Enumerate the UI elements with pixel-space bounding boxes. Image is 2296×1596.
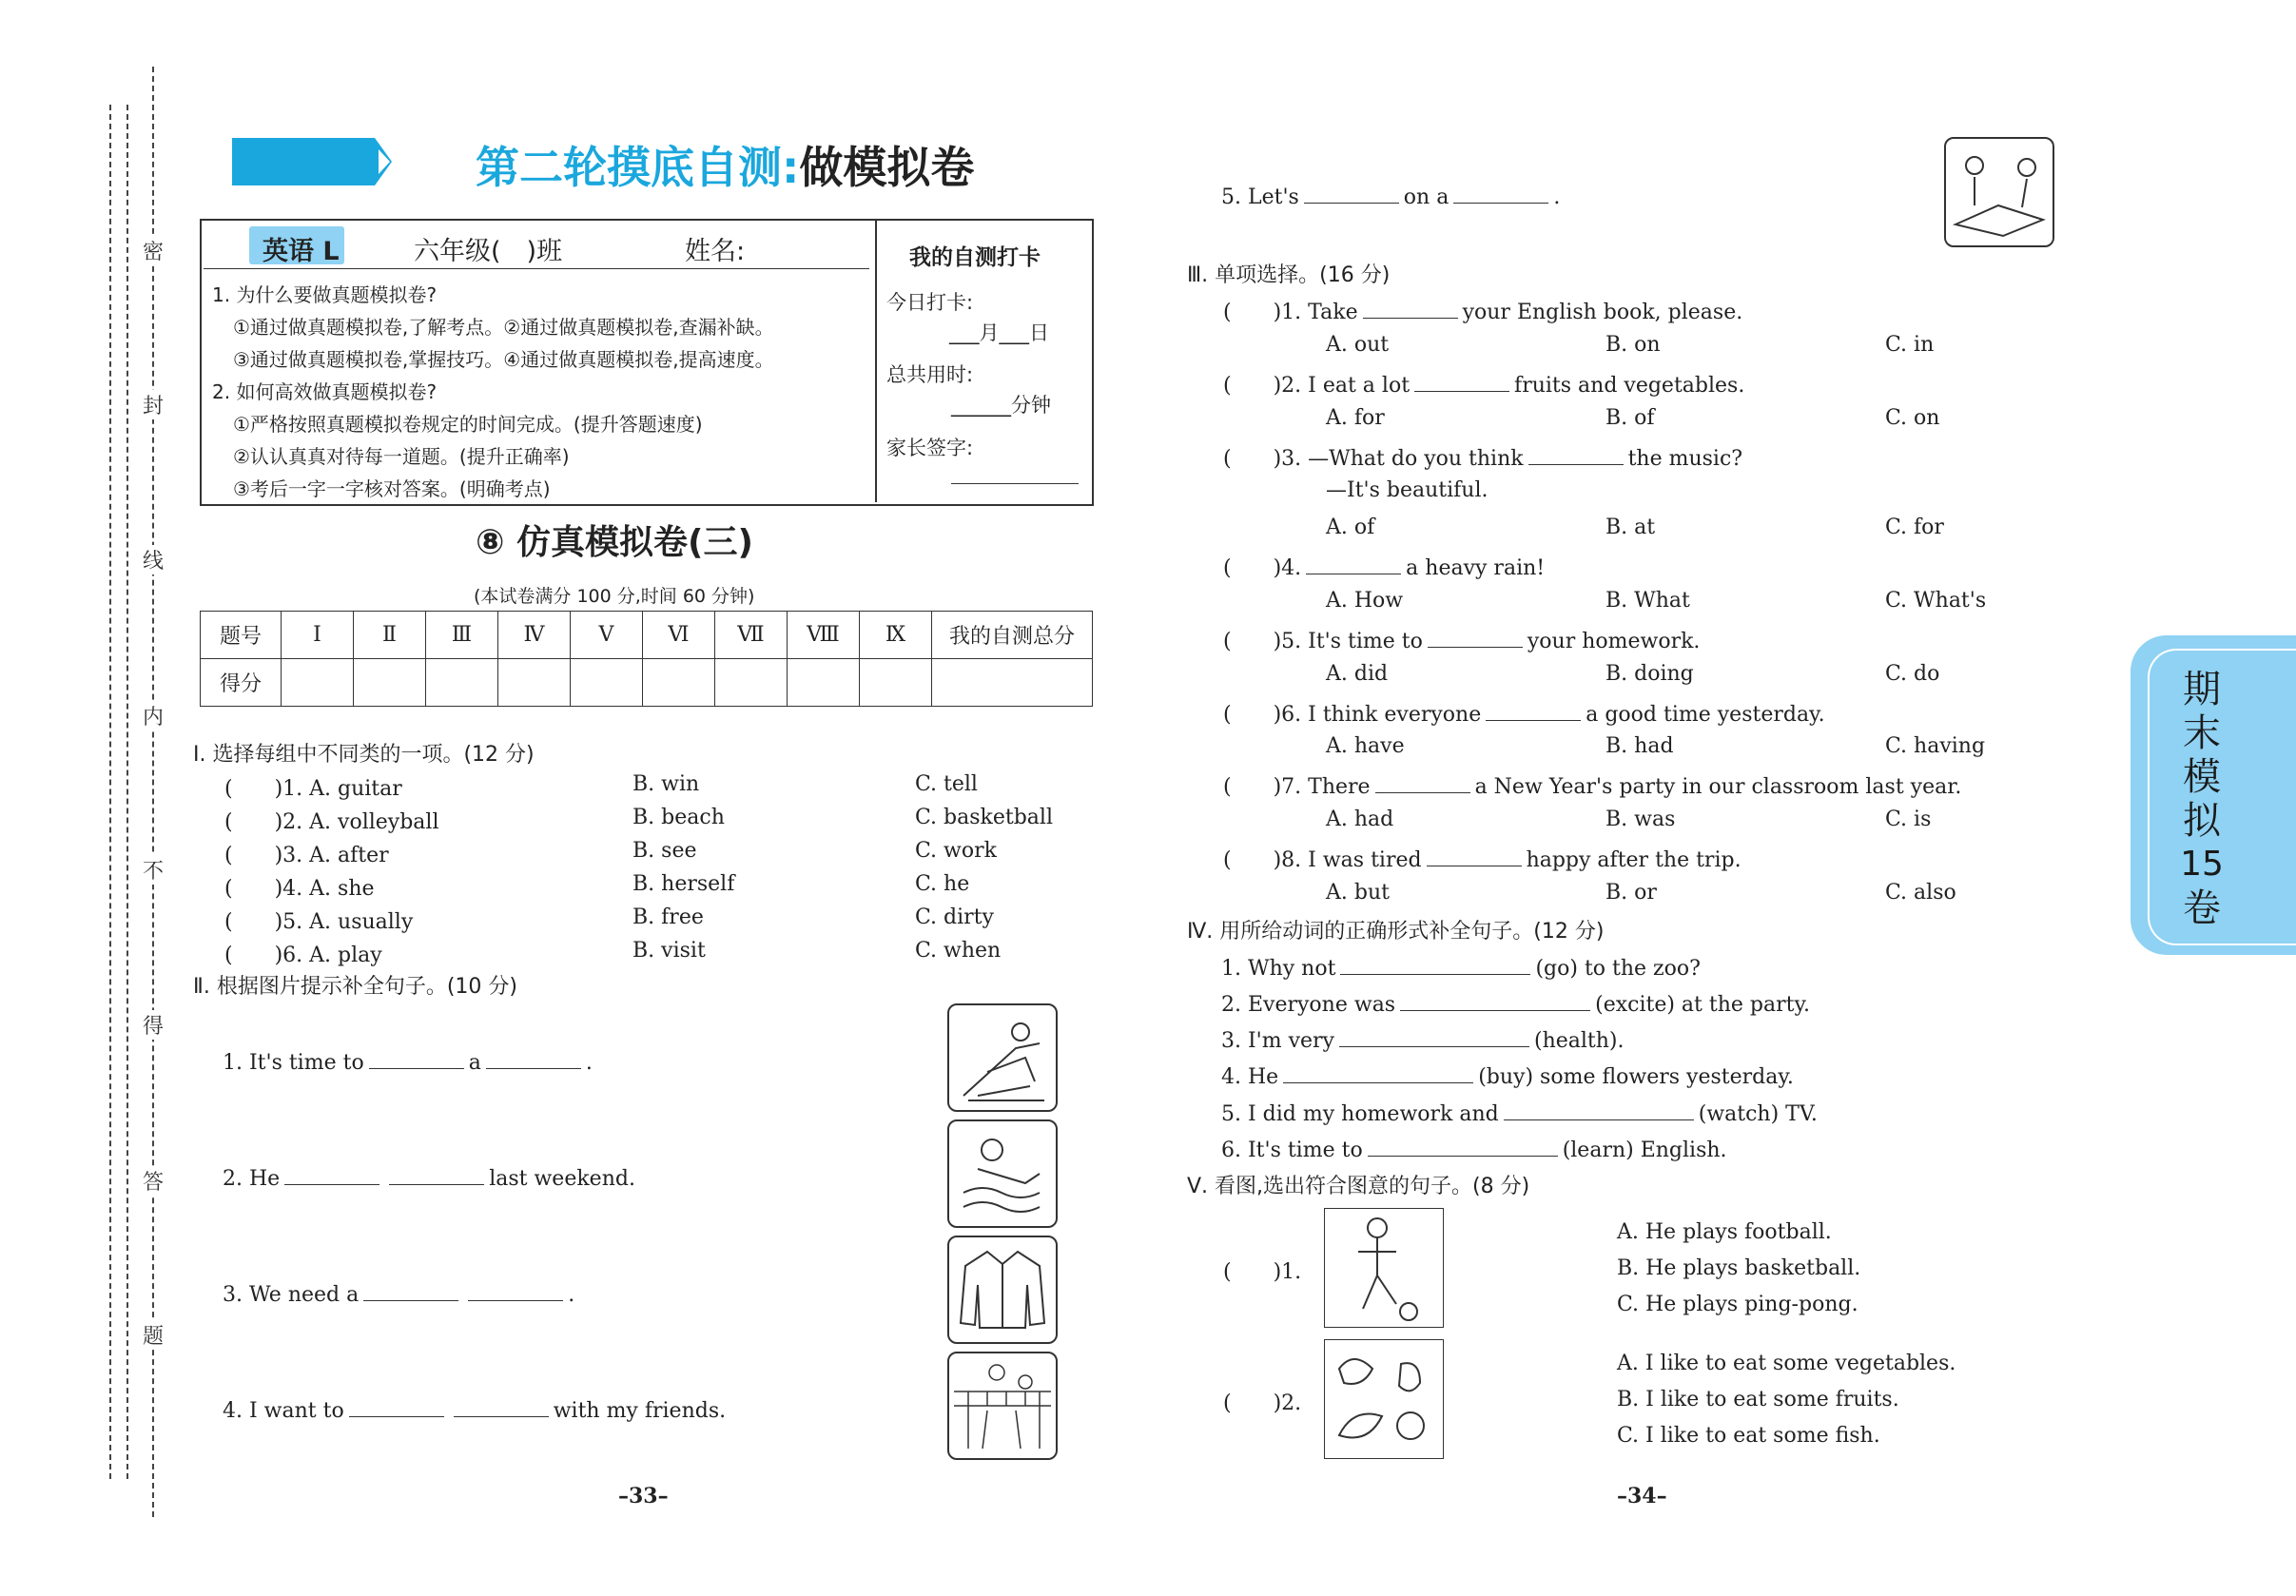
binding-char: 密 xyxy=(143,236,164,265)
sentence-text: a xyxy=(468,1051,481,1076)
question-text: ( )4. xyxy=(1223,556,1302,581)
option-a: A. He plays football. xyxy=(1617,1220,1832,1244)
sentence-text: (go) to the zoo? xyxy=(1535,957,1701,982)
side-tab-char: 卷 xyxy=(2183,886,2221,930)
score-table-row xyxy=(201,659,1093,707)
name-label: 姓名: xyxy=(685,237,746,266)
binding-char: 封 xyxy=(143,390,164,419)
section5-title: Ⅴ. 看图,选出符合图意的句子。(8 分) xyxy=(1187,1175,1530,1198)
option-b: B. of xyxy=(1605,406,1655,430)
option-c: C. dirty xyxy=(915,905,994,929)
list-item: ( )2. A. volleyball xyxy=(224,810,439,834)
option-b: B. herself xyxy=(632,872,735,896)
score-col-header: Ⅷ xyxy=(788,612,860,659)
option-c: C. tell xyxy=(915,772,978,796)
sentence-text: 5. Let's xyxy=(1221,185,1299,210)
question-row: ( )2. xyxy=(1223,1392,1302,1415)
option-c: C. What's xyxy=(1885,589,1987,613)
answer-blank[interactable] xyxy=(1368,1134,1558,1157)
answer-blank[interactable] xyxy=(1375,770,1470,793)
sentence-text: with my friends. xyxy=(553,1399,727,1424)
picture-sunbathing-icon xyxy=(947,1003,1058,1112)
binding-char: 不 xyxy=(143,855,164,885)
section1-title: Ⅰ. 选择每组中不同类的一项。(12 分) xyxy=(193,743,535,767)
sentence-2 xyxy=(223,1162,635,1191)
list-item xyxy=(1221,952,1701,981)
option-b: B. see xyxy=(632,839,697,863)
binding-line-main xyxy=(152,67,154,1517)
binding-line-inner xyxy=(126,105,128,1479)
option-b: B. free xyxy=(632,905,704,929)
picture-swimming-icon xyxy=(947,1119,1058,1228)
option-a: A. did xyxy=(1326,662,1389,686)
option-c: C. also xyxy=(1885,881,1956,905)
banner-title-black: 做模拟卷 xyxy=(799,142,975,193)
option-b: B. or xyxy=(1605,881,1657,905)
question-row xyxy=(1223,296,1742,325)
answer-blank[interactable] xyxy=(1306,552,1401,574)
question-text: happy after the trip. xyxy=(1526,848,1741,873)
score-cell[interactable] xyxy=(788,659,860,707)
answer-blank[interactable] xyxy=(1486,698,1581,721)
binding-char: 线 xyxy=(143,545,164,574)
picture-vegetables-icon xyxy=(1324,1339,1444,1459)
sentence-text: (health). xyxy=(1533,1029,1625,1054)
list-item: ( )1. A. guitar xyxy=(224,777,402,801)
option-c: C. do xyxy=(1885,662,1940,686)
side-tab-char: 拟 xyxy=(2183,799,2221,843)
option-b: B. He plays basketball. xyxy=(1617,1256,1861,1280)
page-number-right: –34– xyxy=(1617,1484,1667,1508)
sentence-text: 2. Everyone was xyxy=(1221,993,1396,1018)
option-b: B. visit xyxy=(632,939,706,963)
question-text: fruits and vegetables. xyxy=(1514,374,1745,399)
sentence-text: 3. We need a xyxy=(223,1283,360,1308)
answer-blank[interactable] xyxy=(1363,296,1458,319)
binding-char: 得 xyxy=(143,1010,164,1040)
option-a: A. for xyxy=(1326,406,1385,430)
picture-football-player-icon xyxy=(1324,1208,1444,1328)
score-col-header: Ⅶ xyxy=(715,612,788,659)
answer-blank[interactable] xyxy=(284,1162,379,1185)
score-cell[interactable] xyxy=(282,659,354,707)
banner-title-blue: 第二轮摸底自测: xyxy=(476,142,800,193)
option-a: A. have xyxy=(1326,734,1405,758)
option-a: A. of xyxy=(1326,516,1375,539)
answer-blank[interactable] xyxy=(468,1278,563,1301)
score-col-header: 我的自测总分 xyxy=(932,612,1093,659)
header-divider xyxy=(875,219,877,502)
answer-blank[interactable] xyxy=(1339,1024,1529,1047)
score-col-header: Ⅱ xyxy=(354,612,426,659)
answer-blank[interactable] xyxy=(349,1394,444,1417)
option-b: B. What xyxy=(1605,589,1690,613)
binding-char: 答 xyxy=(143,1166,164,1196)
score-cell[interactable] xyxy=(571,659,643,707)
tip-question-1: 1. 为什么要做真题模拟卷? xyxy=(212,283,438,306)
list-item: ( )4. A. she xyxy=(224,877,375,901)
score-table-header xyxy=(201,612,1093,659)
list-item xyxy=(1221,1061,1794,1089)
question-text: ( )6. I think everyone xyxy=(1223,703,1482,728)
option-b: B. I like to eat some fruits. xyxy=(1617,1388,1899,1411)
option-c: C. I like to eat some fish. xyxy=(1617,1424,1880,1448)
checkin-date-field[interactable]: ___月___日 xyxy=(949,321,1049,344)
option-b: B. doing xyxy=(1605,662,1694,686)
question-text: a New Year's party in our classroom last year. xyxy=(1474,775,1962,800)
score-cell[interactable] xyxy=(354,659,426,707)
banner-arrow-icon xyxy=(232,136,403,187)
sentence-text: (excite) at the party. xyxy=(1595,993,1810,1018)
score-col-header: Ⅰ xyxy=(282,612,354,659)
option-c: C. he xyxy=(915,872,970,896)
answer-blank[interactable] xyxy=(1428,625,1523,648)
sentence-text: 1. It's time to xyxy=(223,1051,364,1076)
tip-answer: ①通过做真题模拟卷,了解考点。②通过做真题模拟卷,查漏补缺。 xyxy=(233,316,774,339)
sentence-text: last weekend. xyxy=(489,1167,635,1192)
option-c: C. when xyxy=(915,939,1002,963)
answer-blank[interactable] xyxy=(389,1162,484,1185)
question-text: ( )1. Take xyxy=(1223,301,1358,325)
checkin-parent-label: 家长签字: xyxy=(886,437,974,459)
list-item: ( )3. A. after xyxy=(224,844,389,867)
question-text: ( )8. I was tired xyxy=(1223,848,1422,873)
side-tab-text xyxy=(2178,668,2226,930)
question-row xyxy=(1223,625,1700,654)
section4-title: Ⅳ. 用所给动词的正确形式补全句子。(12 分) xyxy=(1187,920,1605,944)
sentence-text: 1. Why not xyxy=(1221,957,1336,982)
answer-blank[interactable] xyxy=(1400,988,1590,1011)
score-table xyxy=(200,611,1093,707)
answer-blank[interactable] xyxy=(1304,181,1399,204)
sentence-text: (buy) some flowers yesterday. xyxy=(1478,1065,1794,1090)
question-text: your English book, please. xyxy=(1462,301,1743,325)
answer-blank[interactable] xyxy=(1528,442,1624,465)
question-text: ( )5. It's time to xyxy=(1223,630,1423,654)
option-a: A. out xyxy=(1326,333,1390,357)
score-col-header: Ⅲ xyxy=(426,612,498,659)
section3-title: Ⅲ. 单项选择。(16 分) xyxy=(1187,263,1391,287)
checkin-today-label: 今日打卡: xyxy=(886,291,974,314)
page-number-left: –33– xyxy=(618,1484,669,1508)
answer-blank[interactable] xyxy=(1453,181,1548,204)
sentence-text: 4. I want to xyxy=(223,1399,344,1424)
question-text: ( )7. There xyxy=(1223,775,1371,800)
option-a: A. I like to eat some vegetables. xyxy=(1617,1352,1956,1375)
checkin-title: 我的自测打卡 xyxy=(909,245,1041,270)
option-c: C. is xyxy=(1885,808,1932,831)
sentence-text: (watch) TV. xyxy=(1698,1102,1818,1127)
sentence-4 xyxy=(223,1394,726,1423)
checkin-minutes-field[interactable]: ______分钟 xyxy=(951,394,1051,417)
answer-blank[interactable] xyxy=(1340,952,1530,975)
answer-blank[interactable] xyxy=(1504,1098,1694,1120)
score-col-header: Ⅴ xyxy=(571,612,643,659)
option-b: B. was xyxy=(1605,808,1676,831)
question-text: a good time yesterday. xyxy=(1586,703,1825,728)
sentence-text: 2. He xyxy=(223,1167,281,1192)
picture-picnic-icon xyxy=(1944,137,2054,247)
side-tab-char: 末 xyxy=(2183,711,2221,755)
question-text: a heavy rain! xyxy=(1406,556,1546,581)
sentence-text: 6. It's time to xyxy=(1221,1139,1363,1163)
answer-blank[interactable] xyxy=(454,1394,549,1417)
answer-blank[interactable] xyxy=(1414,369,1509,392)
question-text: ( )3. —What do you think xyxy=(1223,447,1524,472)
tip-answer: ②认认真真对待每一道题。(提升正确率) xyxy=(233,445,570,468)
list-item xyxy=(1221,1098,1818,1126)
exam-title: ⑧ 仿真模拟卷(三) xyxy=(476,523,753,562)
option-a: A. but xyxy=(1326,881,1390,905)
option-c: C. on xyxy=(1885,406,1940,430)
side-tab-char: 15 xyxy=(2180,845,2224,884)
option-b: B. win xyxy=(632,772,700,796)
option-c: C. work xyxy=(915,839,997,863)
score-cell[interactable] xyxy=(715,659,788,707)
score-cell[interactable] xyxy=(498,659,571,707)
sentence-text: 4. He xyxy=(1221,1065,1279,1090)
option-c: C. having xyxy=(1885,734,1986,758)
list-item: ( )6. A. play xyxy=(224,944,382,967)
picture-volleyball-icon xyxy=(947,1352,1058,1460)
side-tab-char: 期 xyxy=(2183,668,2221,711)
tip-answer: ③考后一字一字核对答案。(明确考点) xyxy=(233,477,551,500)
question-row xyxy=(1223,844,1741,873)
question-text: your homework. xyxy=(1527,630,1701,654)
sentence-text: 5. I did my homework and xyxy=(1221,1102,1499,1127)
question-row xyxy=(1223,770,1961,800)
checkin-time-label: 总共用时: xyxy=(886,363,974,386)
list-item: ( )5. A. usually xyxy=(224,910,414,934)
answer-blank[interactable] xyxy=(1283,1061,1473,1083)
answer-blank[interactable] xyxy=(363,1278,458,1301)
exam-note: (本试卷满分 100 分,时间 60 分钟) xyxy=(474,586,755,607)
option-b: B. beach xyxy=(632,806,725,829)
list-item xyxy=(1221,1024,1625,1053)
option-a: A. had xyxy=(1326,808,1394,831)
sentence-5 xyxy=(1221,181,1560,209)
tip-question-2: 2. 如何高效做真题模拟卷? xyxy=(212,380,438,403)
score-col-header: Ⅵ xyxy=(643,612,715,659)
score-cell[interactable] xyxy=(860,659,932,707)
score-row-label: 得分 xyxy=(201,659,282,707)
option-a: A. How xyxy=(1326,589,1404,613)
side-tab-char: 模 xyxy=(2183,755,2221,799)
question-text: ( )2. I eat a lot xyxy=(1223,374,1411,399)
answer-blank[interactable] xyxy=(486,1046,581,1069)
sentence-text: . xyxy=(585,1051,593,1076)
score-cell[interactable] xyxy=(426,659,498,707)
question-row xyxy=(1223,442,1742,472)
parent-signature-field[interactable] xyxy=(951,483,1079,484)
option-c: C. He plays ping-pong. xyxy=(1617,1293,1858,1316)
subject-label: 英语 L xyxy=(263,237,340,266)
question-row xyxy=(1223,552,1545,581)
list-item xyxy=(1221,1134,1727,1162)
grade-label: 六年级( )班 xyxy=(414,237,563,266)
sentence-text: . xyxy=(568,1283,575,1308)
binding-char: 题 xyxy=(143,1320,164,1350)
picture-jacket-icon xyxy=(947,1236,1058,1344)
score-col-header: 题号 xyxy=(201,612,282,659)
option-b: B. had xyxy=(1605,734,1674,758)
section2-title: Ⅱ. 根据图片提示补全句子。(10 分) xyxy=(193,975,517,999)
sentence-3 xyxy=(223,1278,574,1307)
option-b: B. at xyxy=(1605,516,1656,539)
score-col-header: Ⅸ xyxy=(860,612,932,659)
sentence-1 xyxy=(223,1046,593,1075)
score-col-header: Ⅳ xyxy=(498,612,571,659)
option-c: C. in xyxy=(1885,333,1935,357)
list-item xyxy=(1221,988,1810,1017)
question-row: ( )1. xyxy=(1223,1260,1302,1284)
banner-title xyxy=(476,133,974,196)
question-row xyxy=(1223,698,1825,728)
score-cell[interactable] xyxy=(932,659,1093,707)
tip-answer: ③通过做真题模拟卷,掌握技巧。④通过做真题模拟卷,提高速度。 xyxy=(233,348,774,371)
sentence-text: 3. I'm very xyxy=(1221,1029,1334,1054)
dialogue-answer: —It's beautiful. xyxy=(1326,478,1489,502)
binding-line-outer xyxy=(109,105,111,1479)
option-c: C. for xyxy=(1885,516,1944,539)
score-cell[interactable] xyxy=(643,659,715,707)
sentence-text: . xyxy=(1553,185,1561,210)
sentence-text: (learn) English. xyxy=(1562,1139,1727,1163)
sentence-text: on a xyxy=(1403,185,1450,210)
answer-blank[interactable] xyxy=(1427,844,1522,866)
option-c: C. basketball xyxy=(915,806,1053,829)
option-b: B. on xyxy=(1605,333,1661,357)
question-text: the music? xyxy=(1627,447,1743,472)
tip-answer: ①严格按照真题模拟卷规定的时间完成。(提升答题速度) xyxy=(233,413,703,436)
question-row xyxy=(1223,369,1744,399)
binding-char: 内 xyxy=(143,701,164,730)
answer-blank[interactable] xyxy=(369,1046,464,1069)
